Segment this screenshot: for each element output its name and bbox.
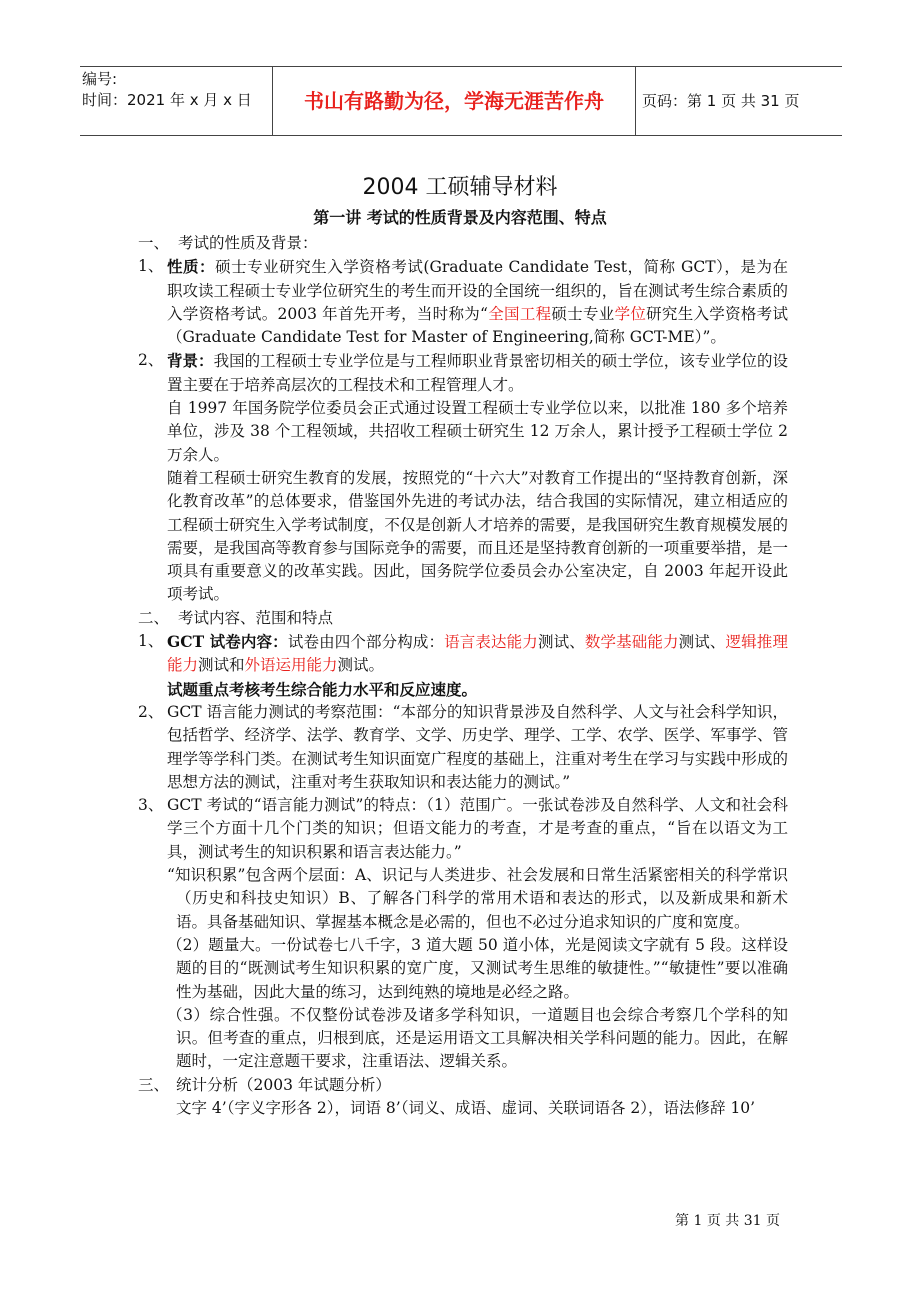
- section-number: 一、: [138, 234, 170, 252]
- item-label: 性质：: [167, 257, 216, 277]
- item-text: 测试、: [537, 633, 585, 652]
- paragraph: （2）题量大。一份试卷七八千字，3 道大题 50 道小体，光是阅读文字就有 5 段。这样设题的目的“既测试考生知识积累的宽广度，又测试考生思维的敏捷性。”“敏捷性”要以准确性为基础，因此大量的练习，达到纯熟的境地是必经之路。: [167, 935, 788, 1001]
- document-body: [138, 232, 788, 1120]
- item-text: 硕士专业: [551, 304, 615, 323]
- paragraph: 文字 4’（字义字形各 2），词语 8’（词义、成语、虚词、关联词语各 2），语法修辞 10’: [176, 1098, 756, 1117]
- highlight-text: 学位: [614, 304, 647, 323]
- item-label: 背景：: [167, 351, 214, 371]
- section-heading: [138, 1074, 788, 1097]
- section-heading: [138, 607, 788, 630]
- highlight-text: 数学基础能力: [584, 633, 679, 652]
- item-number: 1、: [138, 257, 164, 276]
- highlight-text: 逻辑推理能力: [167, 633, 788, 675]
- item-text: GCT 语言能力测试的考察范围：“本部分的知识背景涉及自然科学、人文与社会科学知识，包括哲学、经济学、法学、教育学、文学、历史学、理学、工学、农学、医学、军事学、管理学等学科门类。在测试考生知识面宽广程度的基础上，注重对考生在学习与实践中形成的思想方法的测试，注重对考生获取知识和表达能力的测试。”: [167, 702, 788, 791]
- item-text: 研究生入学资格考试（Graduate Candidate Test for Master of Engineering,简称 GCT-ME）”。: [167, 304, 788, 347]
- item-text: 测试。: [337, 656, 385, 675]
- section-text: 考试的性质及背景：: [178, 234, 318, 252]
- highlight-text: 外语运用能力: [244, 656, 338, 675]
- paragraph: （3）综合性强。不仅整份试卷涉及诸多学科知识，一道题目也会综合考察几个学科的知识。但考查的重点，归根到底，还是运用语文工具解决相关学科问题的能力。因此，在解题时，一定注意题干要求，注重语法、逻辑关系。: [167, 1005, 788, 1071]
- emphasis-line: 试题重点考核考生综合能力水平和反应速度。: [167, 679, 478, 699]
- section-heading: [138, 232, 788, 255]
- highlight-text: 语言表达能力: [444, 633, 538, 652]
- item-number: 3、: [138, 796, 164, 815]
- list-item: [138, 255, 788, 349]
- paragraph: 随着工程硕士研究生教育的发展，按照党的“十六大”对教育工作提出的“坚持教育创新，深化教育改革”的总体要求，借鉴国外先进的考试办法，结合我国的实际情况，建立相适应的工程硕士研究生入学考试制度，不仅是创新人才培养的需要，是我国研究生教育规模发展的需要，是我国高等教育参与国际竞争的需要，而且还是坚持教育创新的一项重要举措，是一项具有重要意义的改革实践。因此，国务院学位委员会办公室决定，自 2003 年起开设此项考试。: [167, 468, 788, 604]
- list-item: [138, 794, 788, 864]
- item-text: 测试、: [678, 633, 726, 652]
- document-title: 2004 工硕辅导材料: [362, 175, 558, 200]
- number-label: 编号:: [82, 70, 118, 88]
- list-item: [138, 630, 788, 678]
- item-text: 测试和: [198, 656, 245, 675]
- section-text: 考试内容、范围和特点: [178, 608, 334, 627]
- section-number: 二、: [138, 608, 170, 627]
- item-number: 2、: [138, 351, 164, 370]
- item-text: 试卷由四个部分构成：: [287, 633, 445, 652]
- page-footer: 第 1 页 共 31 页: [675, 1213, 780, 1229]
- header-page-info: 页码：第 1 页 共 31 页: [642, 92, 800, 110]
- paragraph: “知识积累”包含两个层面：A、识记与人类进步、社会发展和日常生活紧密相关的科学常识（历史和科技史知识）B、了解各门科学的常用术语和表达的形式，以及新成果和新术语。具备基础知识、掌握基本概念是必需的，但也不必过分追求知识的广度和宽度。: [167, 866, 788, 931]
- time-line: 时间：2021 年 x 月 x 日: [82, 91, 252, 109]
- section-number: 三、: [138, 1075, 170, 1094]
- item-text: 我国的工程硕士专业学位是与工程师职业背景密切相关的硕士学位，该专业学位的设置主要在于培养高层次的工程技术和工程管理人才。: [167, 352, 788, 394]
- header-left: [82, 69, 272, 133]
- item-number: 2、: [138, 702, 164, 721]
- header-divider: [635, 67, 636, 135]
- item-text: GCT 考试的“语言能力测试”的特点：（1）范围广。一张试卷涉及自然科学、人文和社会科学三个方面十几个门类的知识；但语文能力的考查，才是考查的重点，“旨在以语文为工具，测试考生的知识积累和语言表达能力。”: [167, 796, 788, 861]
- item-label: GCT 试卷内容：: [167, 632, 288, 652]
- page-header: [80, 66, 842, 136]
- list-item: [138, 349, 788, 397]
- list-item: [138, 701, 788, 794]
- section-text: 统计分析（2003 年试题分析）: [176, 1075, 391, 1094]
- lecture-title: 第一讲 考试的性质背景及内容范围、特点: [313, 208, 607, 227]
- paragraph: 自 1997 年国务院学位委员会正式通过设置工程硕士专业学位以来，以批准 180 多个培养单位，涉及 38 个工程领域，共招收工程硕士研究生 12 万余人，累计授予工程硕士学位 2 万余人。: [167, 399, 788, 464]
- item-text: 硕士专业研究生入学资格考试(Graduate Candidate Test，简称 GCT），是为在职攻读工程硕士专业学位研究生的考生而开设的全国统一组织的，旨在测试考生综合素质的入学资格考试。2003 年首先开考，当时称为“: [167, 258, 788, 323]
- item-number: 1、: [138, 632, 164, 651]
- header-motto: 书山有路勤为径，学海无涯苦作舟: [304, 89, 604, 113]
- highlight-text: 全国工程: [487, 304, 552, 323]
